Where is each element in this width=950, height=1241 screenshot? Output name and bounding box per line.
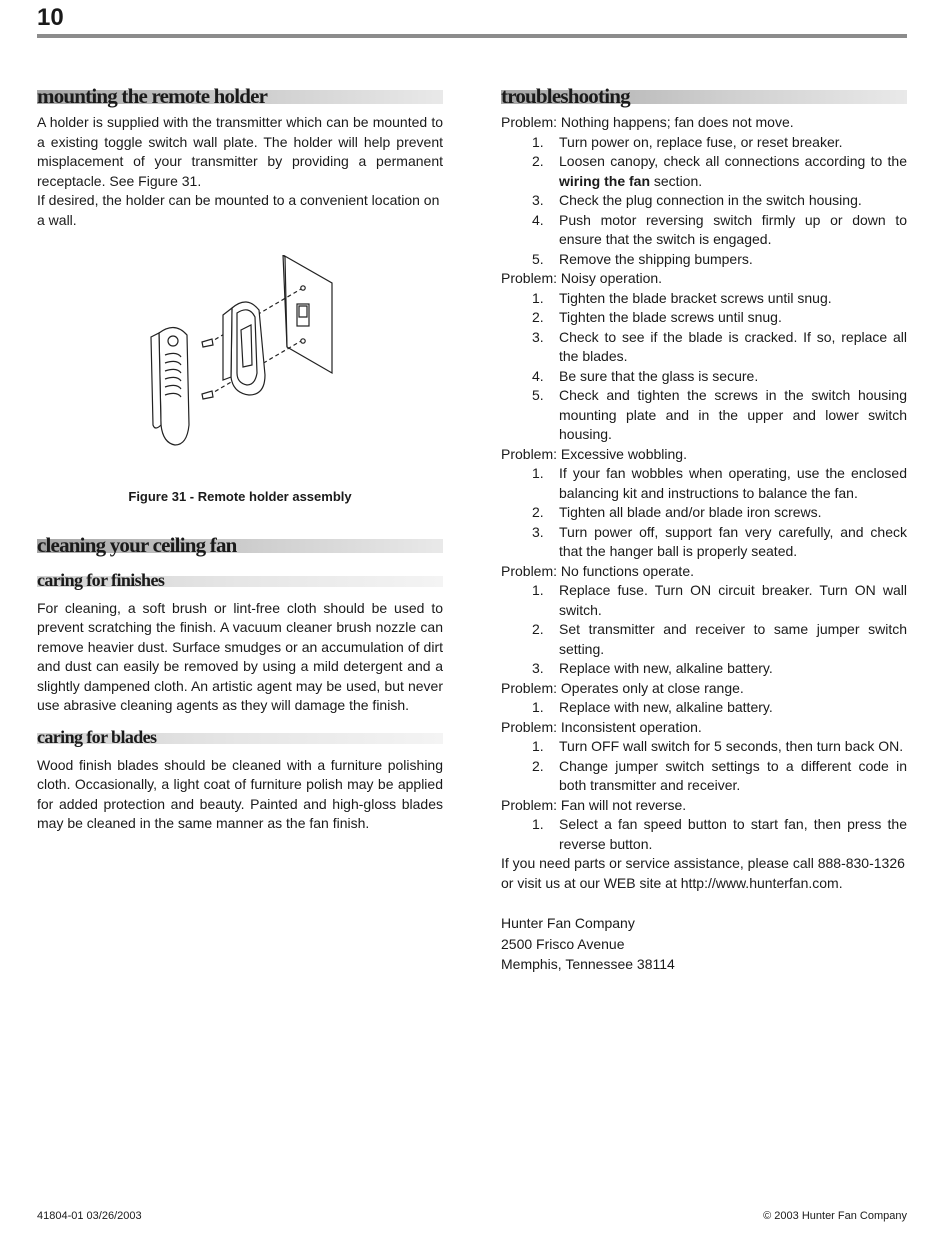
step-number: 3. xyxy=(532,328,544,345)
step-text: Set transmitter and receiver to same jumper switch setting. xyxy=(559,621,907,657)
problem-title: Problem: Inconsistent operation. xyxy=(501,718,702,735)
problem-step xyxy=(501,152,907,191)
right-column xyxy=(501,84,907,975)
step-text: Check the plug connection in the switch housing. xyxy=(559,192,862,208)
contact-paragraph: If you need parts or service assistance, please call 888-830-1326 or visit us at our WEB site at http://www.hunterfan.com. xyxy=(501,855,905,891)
step-number: 1. xyxy=(532,133,544,150)
step-number: 1. xyxy=(532,816,544,832)
page-number: 10 xyxy=(37,4,64,31)
step-text: Remove the shipping bumpers. xyxy=(559,250,753,267)
step-text: Replace with new, alkaline battery. xyxy=(559,660,773,676)
mounting-paragraph-2: If desired, the holder can be mounted to a convenient location on a wall. xyxy=(37,192,440,228)
left-column xyxy=(37,84,443,834)
step-number: 2. xyxy=(532,504,544,520)
problem-step xyxy=(501,523,907,562)
step-text: Turn OFF wall switch for 5 seconds, then turn back ON. xyxy=(559,738,904,754)
address-line-1: Hunter Fan Company xyxy=(501,915,635,931)
step-text: Select a fan speed button to start fan, then press the reverse button. xyxy=(559,816,907,852)
step-number: 1. xyxy=(532,582,544,598)
step-text: Be sure that the glass is secure. xyxy=(559,367,759,384)
step-text: Change jumper switch settings to a different code in both transmitter and receiver. xyxy=(559,757,907,793)
problem-step xyxy=(501,191,907,211)
mounting-heading: mounting the remote holder xyxy=(37,84,443,108)
step-text: Push motor reversing switch firmly up or down to ensure that the switch is engaged. xyxy=(559,211,907,247)
top-rule xyxy=(37,34,907,38)
step-number: 1. xyxy=(532,465,544,481)
step-text: Tighten the blade screws until snug. xyxy=(559,309,782,325)
problem-step xyxy=(501,386,907,445)
problem-title: Problem: Operates only at close range. xyxy=(501,679,744,696)
problem-step xyxy=(501,211,907,250)
step-number: 2. xyxy=(532,757,544,774)
step-number: 5. xyxy=(532,387,544,403)
remote-holder-figure xyxy=(37,255,443,487)
problem-step xyxy=(501,581,907,620)
problem-title: Problem: Fan will not reverse. xyxy=(501,796,687,813)
problem-step xyxy=(501,250,907,270)
step-text: Turn power on, replace fuse, or reset breaker. xyxy=(559,133,843,150)
step-text: Turn power off, support fan very carefully, and check that the hanger ball is properly seated. xyxy=(559,523,907,559)
finishes-paragraph: For cleaning, a soft brush or lint-free cloth should be used to prevent scratching the finish. A vacuum cleaner brush nozzle can remove heavier dust. Surface smudges or an accumulation of dirt and dust can easily be removed by using a mild detergent and a slightly dampened cloth. An artistic agent may be used, but never use abrasive cleaning agents as they will damage the finish. xyxy=(37,599,443,713)
problem-step xyxy=(501,133,907,153)
problem-step xyxy=(501,328,907,367)
problem-step xyxy=(501,757,907,796)
troubleshooting-heading: troubleshooting xyxy=(501,84,907,108)
problem-step xyxy=(501,464,907,503)
holder xyxy=(231,302,265,395)
step-number: 4. xyxy=(532,367,544,384)
step-text: Replace fuse. Turn ON circuit breaker. Turn ON wall switch. xyxy=(559,582,907,618)
footer-doc-id: 41804-01 03/26/2003 xyxy=(37,1210,142,1222)
step-text-after: section. xyxy=(650,172,703,189)
step-bold-ref: wiring the fan xyxy=(559,172,650,189)
finishes-heading: caring for finishes xyxy=(37,569,443,591)
footer-copyright: © 2003 Hunter Fan Company xyxy=(763,1210,907,1222)
step-number: 5. xyxy=(532,250,544,267)
step-number: 3. xyxy=(532,192,544,208)
problem-step xyxy=(501,698,907,718)
step-text: Tighten the blade bracket screws until snug. xyxy=(559,289,832,306)
remote-holder-illustration xyxy=(137,255,337,455)
step-text: Check and tighten the screws in the switch housing mounting plate and in the upper and lower switch housing. xyxy=(559,387,907,442)
problem-list xyxy=(501,113,907,854)
problem-step xyxy=(501,308,907,328)
problem-title: Problem: Excessive wobbling. xyxy=(501,445,687,462)
step-number: 3. xyxy=(532,523,544,540)
screw-bottom xyxy=(202,391,213,399)
step-number: 4. xyxy=(532,211,544,228)
step-number: 3. xyxy=(532,660,544,676)
problem-title: Problem: No functions operate. xyxy=(501,562,694,579)
screw-top xyxy=(202,339,213,347)
mounting-paragraph-1: A holder is supplied with the transmitter which can be mounted to a existing toggle switch wall plate. The holder will help prevent misplacement of your transmitter by providing a permanent receptacle. See Figure 31. xyxy=(37,114,443,189)
address-line-3: Memphis, Tennessee 38114 xyxy=(501,956,675,972)
step-number: 1. xyxy=(532,289,544,306)
problem-step xyxy=(501,815,907,854)
blades-heading: caring for blades xyxy=(37,726,443,748)
problem-step xyxy=(501,367,907,387)
step-text: Tighten all blade and/or blade iron screws. xyxy=(559,504,822,520)
problem-step xyxy=(501,659,907,679)
problem-step xyxy=(501,503,907,523)
blades-paragraph: Wood finish blades should be cleaned with a furniture polishing cloth. Occasionally, a light coat of furniture polish may be applied for added protection and beauty. Painted and high-gloss blades may be cleaned in the same manner as the fan finish. xyxy=(37,756,443,831)
step-number: 1. xyxy=(532,738,544,754)
remote-transmitter xyxy=(159,327,189,445)
figure-caption: Figure 31 - Remote holder assembly xyxy=(128,489,352,504)
address-line-2: 2500 Frisco Avenue xyxy=(501,935,625,952)
step-number: 2. xyxy=(532,309,544,325)
step-text: If your fan wobbles when operating, use the enclosed balancing kit and instructions to balance the fan. xyxy=(559,465,907,501)
step-text: Replace with new, alkaline battery. xyxy=(559,699,773,715)
step-text: Loosen canopy, check all connections according to the xyxy=(559,153,907,169)
cleaning-heading: cleaning your ceiling fan xyxy=(37,533,443,557)
step-number: 1. xyxy=(532,699,544,715)
problem-step xyxy=(501,620,907,659)
problem-step xyxy=(501,289,907,309)
problem-title: Problem: Noisy operation. xyxy=(501,270,663,286)
problem-title: Problem: Nothing happens; fan does not move. xyxy=(501,114,794,130)
step-number: 2. xyxy=(532,621,544,637)
problem-step xyxy=(501,737,907,757)
step-number: 2. xyxy=(532,153,544,169)
step-text: Check to see if the blade is cracked. If so, replace all the blades. xyxy=(559,328,907,364)
